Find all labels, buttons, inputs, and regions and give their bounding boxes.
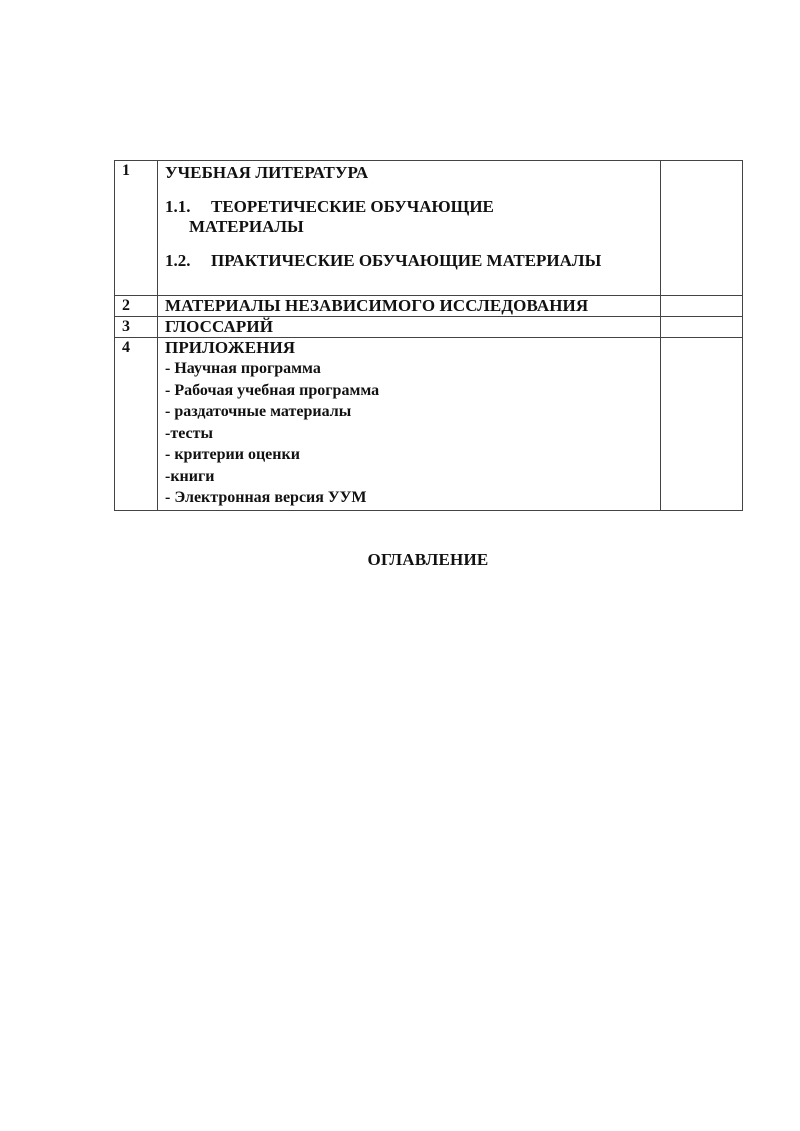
- subsection-number: 1.2.: [165, 251, 191, 270]
- subsection-number: 1.1.: [165, 197, 191, 216]
- page-heading: ОГЛАВЛЕНИЕ: [367, 550, 489, 569]
- row-number: 3: [115, 317, 158, 338]
- table-row: [115, 317, 743, 338]
- list-item: - Научная программа: [165, 360, 321, 377]
- table-row: [115, 296, 743, 317]
- table-row: [115, 338, 743, 511]
- list-item: - критерии оценки: [165, 446, 300, 463]
- row-title-cell: [158, 161, 661, 296]
- list-item: - Рабочая учебная программа: [165, 381, 380, 399]
- subsection: [165, 197, 660, 237]
- list-item: -книги: [165, 467, 215, 485]
- list-item: - раздаточные материалы: [165, 403, 352, 420]
- page-number-cell: [661, 317, 743, 338]
- section-title: МАТЕРИАЛЫ НЕЗАВИСИМОГО ИССЛЕДОВАНИЯ: [158, 296, 661, 317]
- contents-table: [114, 160, 743, 511]
- row-title-cell: [158, 338, 661, 511]
- subsection-title: ПРАКТИЧЕСКИЕ ОБУЧАЮЩИЕ МАТЕРИАЛЫ: [211, 251, 602, 270]
- page-number-cell: [661, 296, 743, 317]
- subsection-title-continued: МАТЕРИАЛЫ: [189, 217, 304, 236]
- row-number: 1: [115, 161, 158, 296]
- page-number-cell: [661, 161, 743, 296]
- row-number: 4: [115, 338, 158, 511]
- row-number: 2: [115, 296, 158, 317]
- page-number-cell: [661, 338, 743, 511]
- subsection: [165, 251, 660, 271]
- list-item: - Электронная версия УУМ: [165, 489, 367, 506]
- list-item: -тесты: [165, 424, 213, 442]
- section-title: ГЛОССАРИЙ: [158, 317, 661, 338]
- subsection-title: ТЕОРЕТИЧЕСКИЕ ОБУЧАЮЩИЕ: [211, 197, 494, 216]
- table-row: [115, 161, 743, 296]
- section-title: УЧЕБНАЯ ЛИТЕРАТУРА: [165, 163, 369, 182]
- section-title: ПРИЛОЖЕНИЯ: [165, 338, 296, 357]
